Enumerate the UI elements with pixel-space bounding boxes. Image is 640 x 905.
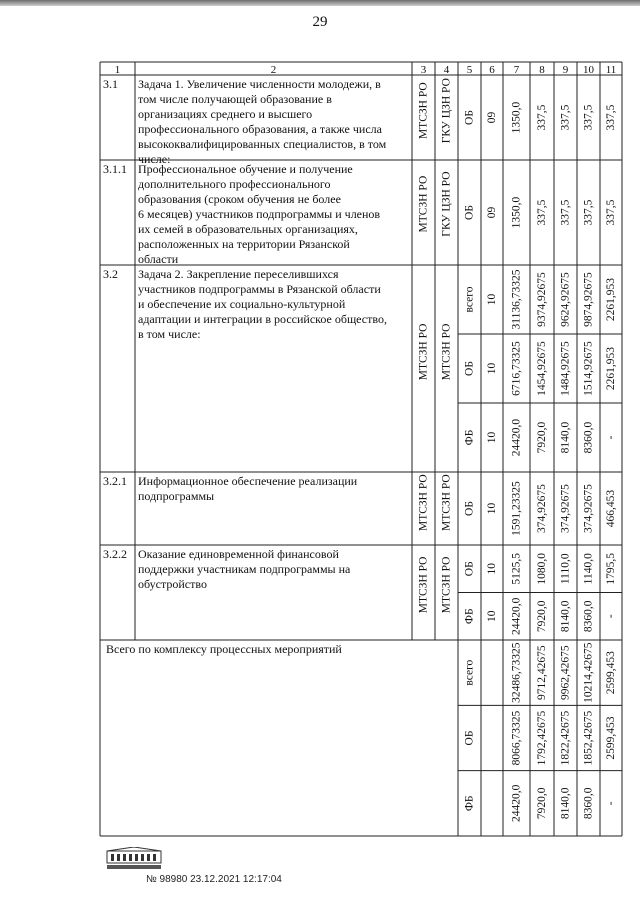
value-c10: 8360,0 [582, 600, 595, 633]
value-c5: ФБ [463, 429, 476, 446]
page-number: 29 [312, 14, 328, 30]
value-c8: 1080,0 [536, 552, 548, 585]
row-description: и обеспечение их социально-культурной [138, 297, 346, 311]
executor-cell: МТСЗН РО [417, 175, 430, 233]
header-col-6: 6 [489, 64, 495, 76]
executor-cell: МТСЗН РО [417, 556, 430, 614]
value-c7: 31136,73325 [510, 269, 523, 330]
value-c7: 1350,0 [510, 196, 523, 229]
row-description: их семей в образовательных организациях, [138, 222, 358, 236]
total-value-c7: 24420,0 [510, 784, 523, 823]
row-number: 3.2.2 [103, 547, 127, 561]
row-description: участников подпрограммы в Рязанской области [138, 282, 381, 296]
row-description: обустройство [138, 577, 207, 591]
total-value-c9: 8140,0 [559, 787, 572, 820]
footer [0, 845, 640, 905]
value-c6: 09 [486, 111, 498, 124]
value-c9: 374,92675 [559, 484, 572, 533]
row-description: высококвалифицированных специалистов, в том [138, 137, 387, 151]
header-col-7: 7 [513, 64, 520, 76]
row-number: 3.2.1 [103, 474, 127, 488]
row-description: том числе получающей образование в [138, 92, 332, 106]
header-col-3: 3 [420, 64, 427, 76]
header-col-2: 2 [270, 64, 277, 76]
value-c7: 5125,5 [510, 552, 523, 585]
value-c8: 374,92675 [536, 484, 548, 533]
value-c9: 337,5 [559, 199, 572, 226]
row-description: подпрограммы [138, 489, 215, 503]
value-c11: 337,5 [605, 199, 617, 226]
value-c6: 10 [486, 610, 498, 622]
value-c7: 6716,73325 [510, 341, 523, 396]
value-c6: 10 [486, 563, 498, 575]
executor-cell: МТСЗН РО [417, 82, 430, 140]
executor-cell: МТСЗН РО [417, 323, 430, 381]
participant-cell: МТСЗН РО [440, 556, 453, 614]
row-description: дополнительного профессионального [138, 177, 331, 191]
value-c7: 24420,0 [510, 597, 523, 635]
row-description: адаптации и интеграции в российское общество, [138, 312, 387, 326]
value-c11: 1795,5 [605, 552, 617, 585]
row-description: организациях среднего и высшего [138, 107, 313, 121]
total-value-c11: 2599,453 [605, 651, 617, 695]
row-description: Задача 1. Увеличение численности молодежи, в [138, 77, 381, 91]
value-c10: 1140,0 [582, 553, 595, 585]
value-c6: 10 [486, 293, 498, 306]
value-c7: 24420,0 [510, 418, 523, 457]
header-col-1: 1 [114, 64, 121, 76]
value-c8: 7920,0 [536, 600, 548, 633]
value-c6: 10 [486, 362, 498, 375]
participant-cell: МТСЗН РО [440, 474, 453, 532]
total-value-c10: 10214,42675 [582, 642, 595, 703]
value-c7: 1350,0 [510, 101, 523, 134]
value-c8: 1454,92675 [536, 341, 548, 396]
value-c6: 10 [486, 431, 498, 444]
value-c5: ФБ [463, 608, 476, 625]
total-label: Всего по комплексу процессных мероприятий [106, 642, 342, 656]
row-description: в том числе: [138, 327, 201, 341]
header-col-5: 5 [466, 64, 473, 76]
total-value-c8: 1792,42675 [536, 710, 548, 766]
value-c11: 2261,953 [605, 346, 617, 391]
value-c10: 337,5 [582, 199, 595, 226]
value-c5: ОБ [463, 110, 476, 125]
document-logo-icon [105, 847, 163, 871]
total-value-c8: 7920,0 [536, 787, 548, 820]
value-c5: ОБ [463, 501, 476, 516]
value-c11: 337,5 [605, 104, 617, 131]
value-c9: 8140,0 [559, 421, 572, 454]
registration-stamp: № 98980 23.12.2021 12:17:04 [146, 874, 282, 885]
value-c11: - [605, 614, 617, 619]
row-description: 6 месяцев) участников подпрограммы и членов [138, 207, 381, 221]
total-value-c10: 1852,42675 [582, 710, 595, 766]
row-description: профессионального образования, а также числа [138, 122, 382, 136]
total-value-c11: 2599,453 [605, 716, 617, 760]
total-source: ФБ [463, 795, 476, 812]
value-c10: 374,92675 [582, 484, 595, 533]
header-col-4: 4 [443, 64, 450, 76]
value-c9: 9624,92675 [559, 272, 572, 327]
row-description: Профессиональное обучение и получение [138, 162, 353, 176]
value-c11: 466,453 [605, 489, 617, 528]
row-description: расположенных на территории Рязанской [138, 237, 350, 251]
value-c5: всего [463, 286, 476, 313]
row-description: Задача 2. Закрепление переселившихся [138, 267, 339, 281]
value-c10: 337,5 [582, 104, 595, 131]
row-description: поддержки участникам подпрограммы на [138, 562, 351, 576]
row-description: области [138, 252, 179, 266]
total-value-c7: 8066,73325 [510, 710, 523, 766]
header-col-11: 11 [605, 64, 617, 76]
header-col-10: 10 [583, 64, 594, 76]
value-c5: ОБ [463, 205, 476, 220]
value-c9: 1484,92675 [559, 341, 572, 396]
row-description: Оказание единовременной финансовой [138, 547, 339, 561]
row-description: Информационное обеспечение реализации [138, 474, 358, 488]
value-c8: 337,5 [536, 104, 548, 131]
header-col-9: 9 [562, 64, 569, 76]
value-c5: ОБ [463, 361, 476, 376]
executor-cell: МТСЗН РО [417, 474, 430, 532]
total-source: ОБ [463, 730, 476, 746]
total-value-c7: 32486,73325 [510, 642, 523, 703]
value-c9: 8140,0 [559, 600, 572, 633]
value-c7: 1591,23325 [510, 481, 523, 536]
value-c6: 09 [486, 206, 498, 219]
value-c10: 9874,92675 [582, 272, 595, 327]
value-c9: 1110,0 [559, 553, 572, 585]
total-value-c8: 9712,42675 [536, 645, 548, 700]
participant-cell: МТСЗН РО [440, 323, 453, 381]
row-description: образования (сроком обучения не более [138, 192, 341, 206]
row-number: 3.1.1 [103, 162, 127, 176]
value-c10: 1514,92675 [582, 341, 595, 396]
total-value-c9: 9962,42675 [559, 645, 572, 700]
value-c8: 7920,0 [536, 421, 548, 454]
value-c8: 9374,92675 [536, 272, 548, 327]
total-value-c9: 1822,42675 [559, 710, 572, 766]
total-value-c11: - [605, 801, 617, 806]
header-col-8: 8 [539, 64, 545, 76]
row-description: числе: [138, 152, 171, 166]
value-c8: 337,5 [536, 199, 548, 226]
row-number: 3.2 [103, 267, 118, 281]
total-source: всего [463, 659, 476, 686]
value-c5: ОБ [463, 561, 476, 577]
value-c10: 8360,0 [582, 421, 595, 454]
value-c9: 337,5 [559, 104, 572, 131]
value-c11: - [605, 435, 617, 440]
value-c6: 10 [486, 502, 498, 515]
participant-cell: ГКУ ЦЗН РО [440, 78, 453, 144]
row-number: 3.1 [103, 77, 118, 91]
total-value-c10: 8360,0 [582, 787, 595, 820]
value-c11: 2261,953 [605, 277, 617, 322]
participant-cell: ГКУ ЦЗН РО [440, 171, 453, 237]
